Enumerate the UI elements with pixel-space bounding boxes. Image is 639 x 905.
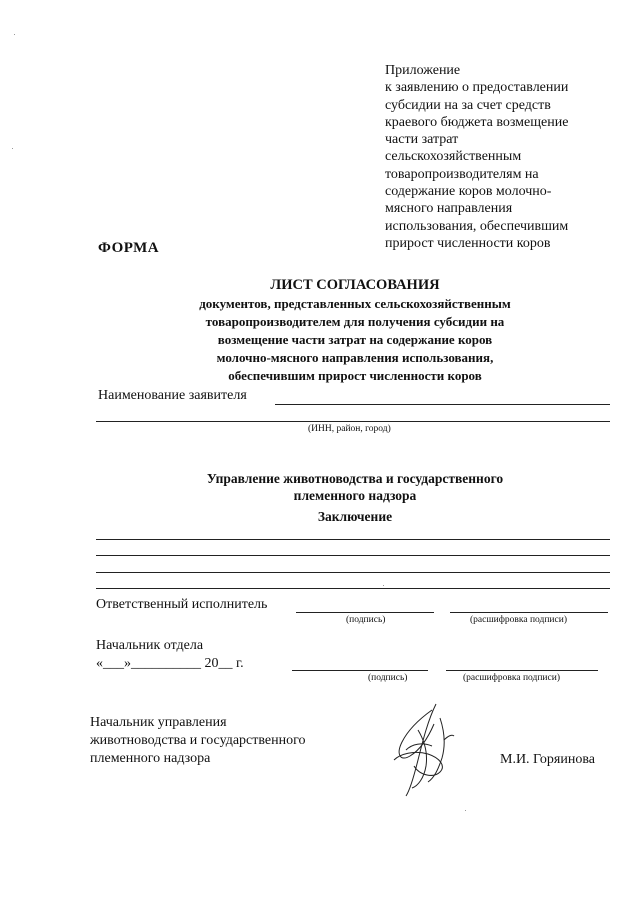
handwritten-signature xyxy=(388,700,458,798)
document-subtitle-line: обеспечившим прирост численности коров xyxy=(228,368,482,383)
appendix-line: субсидии на за счет средств xyxy=(385,97,551,113)
conclusion-heading: Заключение xyxy=(317,509,393,524)
directorate-line: Начальник управления xyxy=(90,715,227,730)
applicant-name-field[interactable] xyxy=(275,404,610,405)
appendix-line: товаропроизводителям на xyxy=(385,166,539,182)
applicant-label: Наименование заявителя xyxy=(98,388,247,403)
document-title: ЛИСТ СОГЛАСОВАНИЯ xyxy=(270,277,440,293)
document-title-block xyxy=(100,276,610,385)
scan-speck xyxy=(12,148,13,149)
document-subtitle-line: молочно-мясного направления использования, xyxy=(216,350,494,365)
head-of-department-label: Начальник отдела xyxy=(96,638,204,653)
date-field[interactable]: «___»__________ 20__ г. xyxy=(96,656,244,671)
department-line: племенного надзора xyxy=(293,488,417,503)
head-of-directorate-title xyxy=(90,714,305,768)
head-decoding-caption: (расшифровка подписи) xyxy=(463,673,560,683)
conclusion-line-4[interactable] xyxy=(96,588,610,589)
appendix-line: мясного направления xyxy=(385,201,513,217)
appendix-line: содержание коров молочно- xyxy=(385,184,552,200)
head-signature-field[interactable] xyxy=(292,670,428,671)
conclusion-line-3[interactable] xyxy=(96,572,610,573)
executor-signature-caption: (подпись) xyxy=(346,615,386,625)
document-subtitle-line: документов, представленных сельскохозяйственным xyxy=(199,296,511,311)
appendix-line: сельскохозяйственным xyxy=(385,149,522,165)
executor-label: Ответственный исполнитель xyxy=(96,597,268,612)
document-subtitle-line: товаропроизводителем для получения субсидии на xyxy=(205,314,505,329)
executor-signature-field[interactable] xyxy=(296,612,434,613)
appendix-line: к заявлению о предоставлении xyxy=(385,80,569,96)
applicant-caption: (ИНН, район, город) xyxy=(308,424,391,434)
department-line: Управление животноводства и государственного xyxy=(206,471,504,486)
executor-decoding-field[interactable] xyxy=(450,612,608,613)
appendix-line: Приложение xyxy=(385,63,461,78)
head-decoding-field[interactable] xyxy=(446,670,598,671)
appendix-line: прирост численности коров xyxy=(385,235,551,251)
scan-speck xyxy=(383,585,384,586)
department-name xyxy=(150,470,560,504)
signatory-name: М.И. Горяинова xyxy=(500,752,595,767)
appendix-note xyxy=(385,62,568,252)
appendix-line: части затрат xyxy=(385,132,459,148)
head-signature-caption: (подпись) xyxy=(368,673,408,683)
appendix-line: краевого бюджета возмещение xyxy=(385,114,569,130)
directorate-line: животноводства и государственного xyxy=(90,733,306,748)
scan-speck xyxy=(14,34,15,35)
document-subtitle-line: возмещение части затрат на содержание коров xyxy=(217,332,493,347)
conclusion-line-1[interactable] xyxy=(96,539,610,540)
applicant-details-field[interactable] xyxy=(96,421,610,422)
conclusion-line-2[interactable] xyxy=(96,555,610,556)
form-label: ФОРМА xyxy=(98,240,160,256)
executor-decoding-caption: (расшифровка подписи) xyxy=(470,615,567,625)
scan-speck xyxy=(465,810,466,811)
appendix-line: использования, обеспечившим xyxy=(385,218,569,234)
directorate-line: племенного надзора xyxy=(90,751,211,766)
